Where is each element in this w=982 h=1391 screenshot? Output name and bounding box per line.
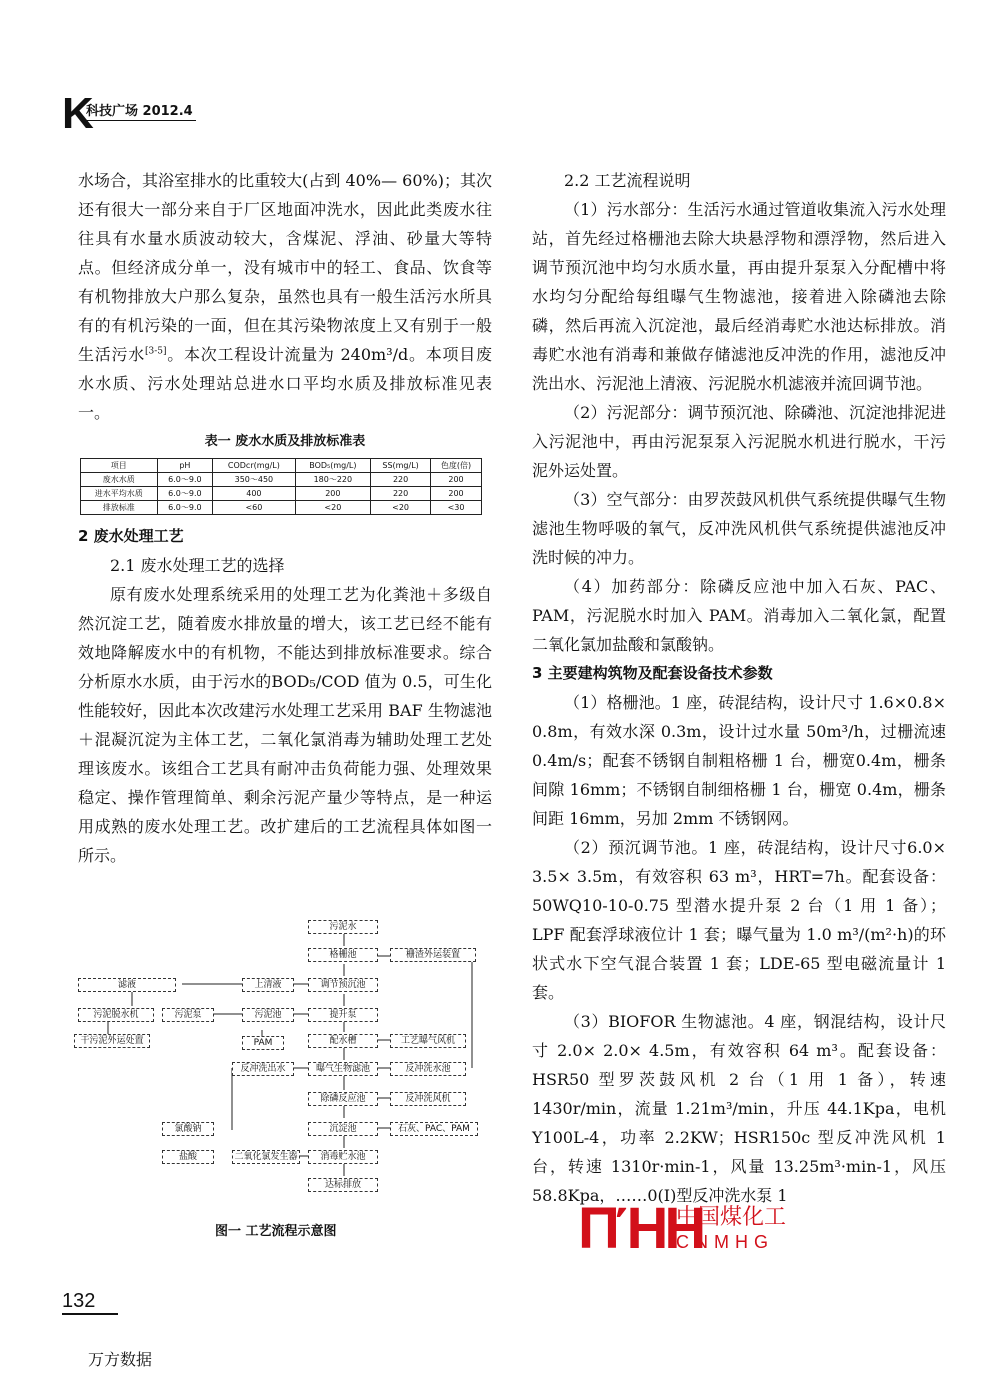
journal-logo-letter: K: [62, 89, 94, 138]
flow-box: 滤液: [78, 978, 176, 992]
page-number-rule: [62, 1313, 118, 1315]
paragraph: （3）BIOFOR 生物滤池。4 座，钢混结构，设计尺寸 2.0× 2.0× 4.5m，有效容积 64 m³。配套设备：HSR50 型罗茨鼓风机 2 台（1 用 1 备），转速1430r/min，流量 1.21m³/min，升压 44.1Kpa，电机Y100L-4，功率 2.2KW；HSR150c 型反冲洗风机 1台，转速 1310r·min-1，风量 13.25m³·min-1，风压58.8Kpa，……0(I)型反冲洗水泵 1: [532, 1012, 946, 1205]
table-cell: 废水水质: [81, 473, 158, 487]
flow-box: 反冲洗风机: [390, 1092, 466, 1106]
flow-box: 反冲洗水池: [390, 1062, 466, 1076]
table-header-cell: BOD₅(mg/L): [295, 459, 371, 473]
flow-box: 污泥脱水机: [78, 1008, 154, 1022]
process-flow-diagram: [72, 918, 482, 1208]
flow-box: 消毒贮水池: [308, 1150, 378, 1164]
figure-caption: 图一 工艺流程示意图: [215, 1224, 337, 1239]
page-number: 132: [62, 1290, 96, 1312]
table-row: [81, 473, 482, 487]
right-column: [532, 166, 946, 1210]
table-cell: <20: [371, 501, 431, 515]
paragraph: （1）污水部分：生活污水通过管道收集流入污水处理站，首先经过格栅池去除大块悬浮物和漂浮物，然后进入调节预沉池中均匀水质水量，再由提升泵泵入分配槽中将水均匀分配给每组曝气生物滤池，接着进入除磷池去除磷，然后再流入沉淀池，最后经消毒贮水池达标排放。消毒贮水池有消毒和兼做存储滤池反冲洗的作用，滤池反冲洗出水、污泥池上清液、污泥脱水机滤液并流回调节池。: [532, 200, 946, 393]
table-header-cell: CODcr(mg/L): [213, 459, 295, 473]
flow-box: PAM: [242, 1036, 284, 1050]
table-row: [81, 501, 482, 515]
table-cell: 220: [371, 473, 431, 487]
flow-box: 调节预沉池: [308, 978, 378, 992]
table-cell: <30: [431, 501, 482, 515]
flow-box: 干污泥外运处置: [74, 1034, 150, 1048]
table-header-cell: 项目: [81, 459, 158, 473]
paragraph: （4）加药部分：除磷反应池中加入石灰、PAC、PAM，污泥脱水时加入 PAM。消毒加入二氧化氯，配置二氧化氯加盐酸和氯酸钠。: [532, 577, 946, 654]
paragraph: （2）污泥部分：调节预沉池、除磷池、沉淀池排泥进入污泥池中，再由污泥泵泵入污泥脱水机进行脱水，干污泥外运处置。: [532, 403, 946, 480]
table-row: [81, 487, 482, 501]
flow-box: 污泥泵: [162, 1008, 214, 1022]
section-heading: 2 废水处理工艺: [78, 527, 184, 545]
flow-box: 盐酸: [162, 1150, 214, 1164]
watermark-cn: 中国煤化工: [676, 1205, 787, 1230]
section-heading: 3 主要建构筑物及配套设备技术参数: [532, 664, 773, 682]
paragraph: 水场合，其浴室排水的比重较大(占到 40%— 60%)；其次还有很大一部分来自于厂区地面冲洗水，因此此类废水往往具有水量水质波动较大，含煤泥、浮油、砂量大等特点。但经济成分单一，没有城市中的轻工、食品、饮食等有机物排放大户那么复杂，虽然也具有一般生活污水所具有的有机污染的一面，但在其污染物浓度上又有别于一般生活污水[3-5]。本次工程设计流量为 240m³/d。本项目废水水质、污水处理站总进水口平均水质及排放标准见表一。: [78, 171, 492, 422]
table-cell: 200: [431, 487, 482, 501]
flow-box: 污泥水: [308, 920, 378, 934]
flow-box: 配水槽: [308, 1034, 378, 1048]
water-quality-table: [80, 458, 482, 515]
table-cell: 排放标准: [81, 501, 158, 515]
flow-box: 提升泵: [308, 1008, 378, 1022]
table-header-cell: 色度(倍): [431, 459, 482, 473]
flow-box: 二氧化氯发生器: [232, 1150, 300, 1164]
table-header-cell: SS(mg/L): [371, 459, 431, 473]
journal-header-text: 科技广场 2012.4: [86, 104, 193, 119]
table-cell: 400: [213, 487, 295, 501]
left-column-lower: [78, 522, 492, 870]
flow-box: 石灰、PAC、PAM: [390, 1122, 478, 1136]
watermark-en: CNMHG: [676, 1232, 774, 1252]
flow-box: 曝气生物滤池: [308, 1062, 378, 1076]
source-label: 万方数据: [88, 1350, 153, 1369]
flow-box: 污泥池: [242, 1008, 294, 1022]
table-cell: 6.0～9.0: [157, 487, 213, 501]
table-cell: 350～450: [213, 473, 295, 487]
subsection-heading: 2.2 工艺流程说明: [564, 171, 691, 190]
paragraph: （2）预沉调节池。1 座，砖混结构，设计尺寸6.0× 3.5× 3.5m，有效容积 63 m³，HRT=7h。配套设备：50WQ10-10-0.75 型潜水提升泵 2 台（1 用 1 备）；LPF 配套浮球液位计 1 套；曝气量为 1.0 m³/(m²·h)的环状式水下空气混合装置 1 套；LDE-65 型电磁流量计 1 套。: [532, 838, 946, 1002]
flow-box: 栅渣外运装置: [390, 948, 476, 962]
table-cell: 6.0～9.0: [157, 501, 213, 515]
table-cell: 180～220: [295, 473, 371, 487]
table-caption: 表一 废水水质及排放标准表: [204, 434, 366, 449]
journal-header: [62, 89, 222, 138]
flow-box: 上清液: [242, 978, 294, 992]
watermark-logo: [578, 1196, 958, 1261]
flow-box: 除磷反应池: [308, 1092, 378, 1106]
flow-box: 氯酸钠: [162, 1122, 214, 1136]
table-header-cell: pH: [157, 459, 213, 473]
header-rule: [86, 120, 196, 121]
table-cell: 220: [371, 487, 431, 501]
paragraph: （1）格栅池。1 座，砖混结构，设计尺寸 1.6×0.8× 0.8m，有效水深 0.3m，设计过水量 50m³/h，过栅流速 0.4m/s；配套不锈钢自制粗格栅 1 台，栅宽0.4m，栅条间隙 16mm；不锈钢自制细格栅 1 台，栅宽 0.4m，栅条间距 16mm，另加 2mm 不锈钢网。: [532, 693, 946, 828]
paragraph: （3）空气部分：由罗茨鼓风机供气系统提供曝气生物滤池生物呼吸的氧气，反冲洗风机供气系统提供滤池反冲洗时候的冲力。: [532, 490, 946, 567]
flow-box: 反冲洗出水: [232, 1062, 294, 1076]
table-cell: 6.0～9.0: [157, 473, 213, 487]
table-cell: 200: [295, 487, 371, 501]
table-cell: 进水平均水质: [81, 487, 158, 501]
flow-box: 沉淀池: [308, 1122, 378, 1136]
table-header-row: [81, 459, 482, 473]
paragraph: 原有废水处理系统采用的处理工艺为化粪池＋多级自然沉淀工艺，随着废水排放量的增大，该工艺已经不能有效地降解废水中的有机物，不能达到排放标准要求。综合分析原水水质，由于污水的BOD₅/COD 值为 0.5，可生化性能较好，因此本次改建污水处理工艺采用 BAF 生物滤池＋混凝沉淀为主体工艺，二氧化氯消毒为辅助处理工艺处理该废水。该组合工艺具有耐冲击负荷能力强、处理效果稳定、操作管理简单、剩余污泥产量少等特点，是一种运用成熟的废水处理工艺。改扩建后的工艺流程具体如图一所示。: [78, 585, 492, 865]
flow-box: 达标排放: [308, 1178, 378, 1192]
subsection-heading: 2.1 废水处理工艺的选择: [110, 556, 285, 575]
table-cell: <60: [213, 501, 295, 515]
table-cell: <20: [295, 501, 371, 515]
watermark-mark: ΠΉΗ: [578, 1196, 703, 1261]
left-column: [78, 166, 492, 427]
flow-box: 格栅池: [308, 948, 378, 962]
table-cell: 200: [431, 473, 482, 487]
flow-box: 工艺曝气风机: [390, 1034, 466, 1048]
